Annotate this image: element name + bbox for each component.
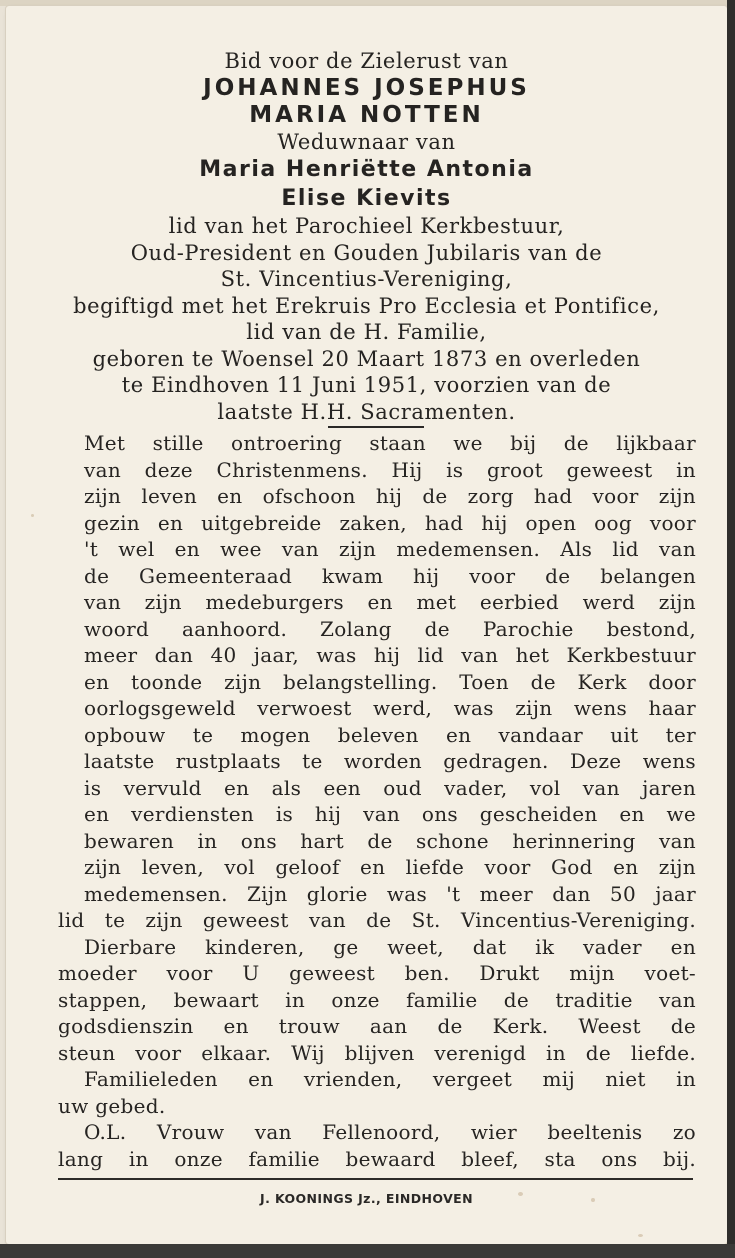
text-line: Met stille ontroering staan we bij de lijkbaar — [84, 431, 696, 455]
text-line: laatste rustplaats te worden gedragen. Deze wens — [84, 749, 696, 773]
text-line: moeder voor U geweest ben. Drukt mijn voet- — [58, 961, 696, 985]
header-line: geboren te Woensel 20 Maart 1873 en overleden — [92, 346, 641, 371]
header-line: begiftigd met het Erekruis Pro Ecclesia et Pontifice, — [73, 293, 660, 318]
text-line: bewaren in ons hart de schone herinnering van — [84, 828, 696, 853]
foxing-spot — [31, 514, 34, 517]
text-line: medemensen. Zijn glorie was 't meer dan 50 jaar — [84, 881, 696, 906]
foxing-spot — [518, 1192, 523, 1196]
text-line: Familieleden en vrienden, vergeet mij niet in — [84, 1067, 696, 1091]
text-line: van deze Christenmens. Hij is groot geweest in — [84, 457, 696, 482]
prayer-intro: Bid voor de Zielerust van — [224, 49, 509, 73]
text-line: zijn leven, vol geloof en liefde voor God en zijn — [84, 855, 696, 879]
text-line: van zijn medeburgers en met eerbied werd zijn — [84, 590, 696, 614]
text-line: lang in onze familie bewaard bleef, sta ons bij. — [58, 1146, 696, 1171]
text-line: meer dan 40 jaar, was hij lid van het Kerkbestuur — [84, 643, 696, 667]
text-line: lid te zijn geweest van de St. Vincentius-Vereniging. — [58, 908, 696, 932]
widower-of-label: Weduwnaar van — [277, 129, 456, 154]
text-line: de Gemeenteraad kwam hij voor de belangen — [84, 563, 696, 588]
card-header — [6, 48, 727, 425]
deceased-name-line2: MARIA NOTTEN — [249, 101, 484, 128]
header-line: laatste H.H. Sacramenten. — [217, 399, 516, 424]
text-line: 't wel en wee van zijn medemensen. Als lid van — [84, 537, 696, 561]
text-line: gezin en uitgebreide zaken, had hij open oog voor — [84, 510, 696, 535]
foxing-spot — [591, 1198, 595, 1202]
text-line: steun voor elkaar. Wij blijven verenigd in de liefde. — [58, 1040, 696, 1065]
header-line: St. Vincentius-Vereniging, — [220, 267, 513, 291]
header-line: lid van het Parochieel Kerkbestuur, — [168, 214, 565, 238]
deceased-name-line1: JOHANNES JOSEPHUS — [203, 74, 530, 101]
header-line: lid van de H. Familie, — [246, 320, 487, 344]
header-divider — [328, 426, 424, 428]
foxing-spot — [638, 1234, 643, 1237]
text-line: opbouw te mogen beleven en vandaar uit ter — [84, 722, 696, 747]
text-line: zijn leven en ofschoon hij de zorg had voor zijn — [84, 484, 696, 508]
spouse-name-line2: Elise Kievits — [281, 186, 452, 211]
memorial-card — [6, 6, 727, 1244]
header-line: te Eindhoven 11 Juni 1951, voorzien van de — [121, 373, 612, 397]
text-line: is vervuld en als een oud vader, vol van jaren — [84, 775, 696, 800]
card-right-edge — [727, 0, 735, 1258]
footer-rule — [58, 1178, 693, 1180]
text-line: oorlogsgeweld verwoest werd, was zijn wens haar — [84, 696, 696, 720]
header-line: Oud-President en Gouden Jubilaris van de — [130, 240, 603, 265]
text-line: stappen, bewaart in onze familie de traditie van — [58, 987, 696, 1012]
spouse-name-line1: Maria Henriëtte Antonia — [199, 157, 534, 182]
text-line: godsdienszin en trouw aan de Kerk. Weest de — [58, 1014, 696, 1038]
card-bottom-edge — [0, 1244, 735, 1258]
text-line: Dierbare kinderen, ge weet, dat ik vader en — [84, 934, 696, 959]
text-line: woord aanhoord. Zolang de Parochie bestond, — [84, 616, 696, 641]
printer-imprint: J. KOONINGS Jz., EINDHOVEN — [260, 1191, 473, 1206]
text-line: en toonde zijn belangstelling. Toen de Kerk door — [84, 669, 696, 694]
text-line: O.L. Vrouw van Fellenoord, wier beeltenis zo — [84, 1120, 696, 1144]
text-line: uw gebed. — [58, 1093, 166, 1118]
text-line: en verdiensten is hij van ons gescheiden en we — [84, 802, 696, 826]
memorial-text — [58, 430, 696, 1172]
